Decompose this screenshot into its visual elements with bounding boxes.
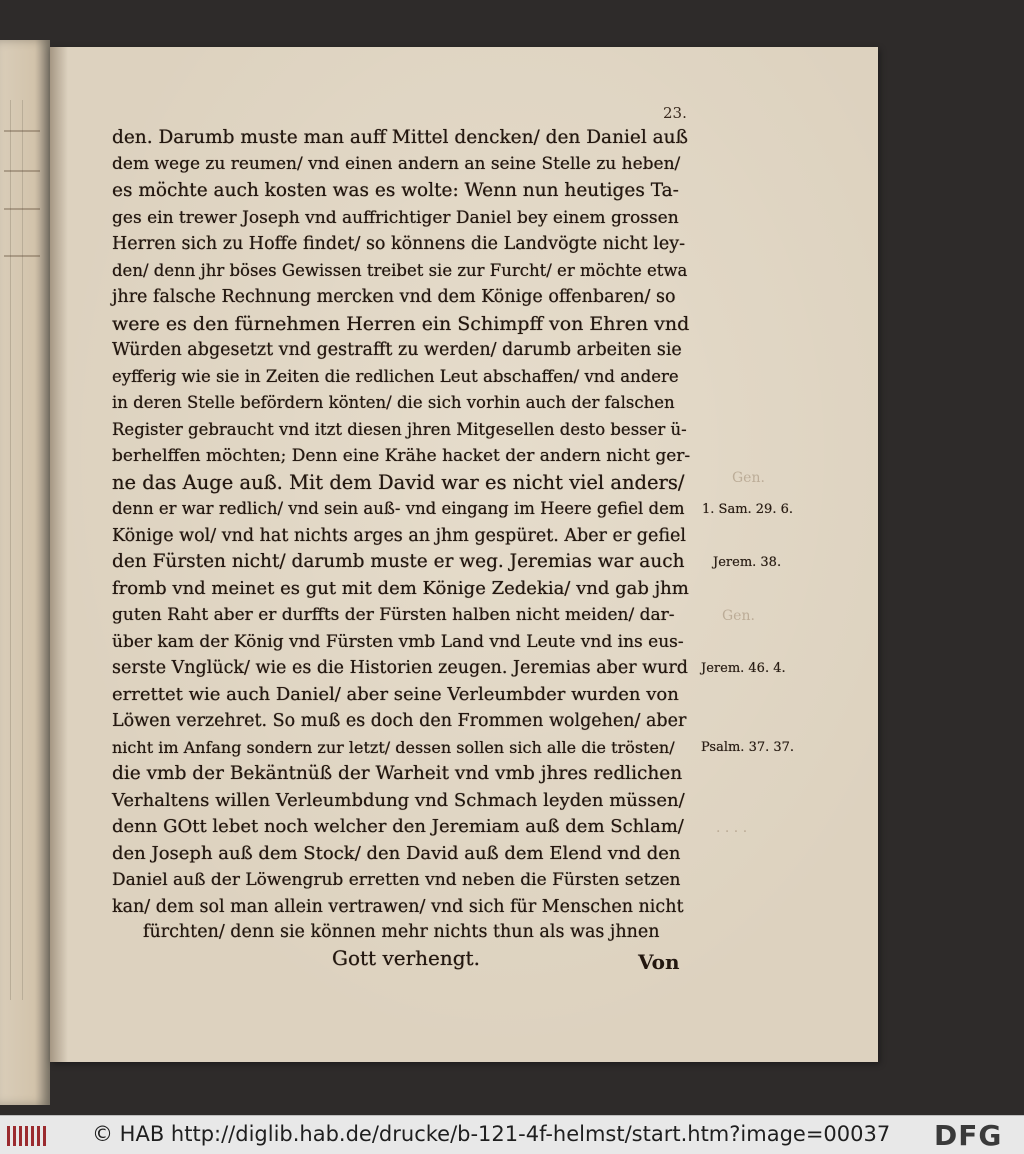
text-line: kan/ dem sol man allein vertrawen/ vnd sich für Menschen nicht bbox=[112, 897, 684, 917]
bleed-through-text: Gen. bbox=[722, 608, 755, 624]
text-line: die vmb der Bekäntnüß der Warheit vnd vmb jhres redlichen bbox=[112, 763, 683, 784]
text-line: den Fürsten nicht/ darumb muste er weg. Jeremias war auch bbox=[112, 551, 685, 572]
text-line: errettet wie auch Daniel/ aber seine Verleumbder wurden von bbox=[112, 684, 679, 705]
text-line: Verhaltens willen Verleumbdung vnd Schmach leyden müssen/ bbox=[112, 790, 685, 811]
text-line: Löwen verzehret. So muß es doch den Frommen wolgehen/ aber bbox=[112, 711, 687, 731]
text-line: were es den fürnehmen Herren ein Schimpff von Ehren vnd bbox=[112, 313, 690, 335]
text-line: Würden abgesetzt vnd gestrafft zu werden/ darumb arbeiten sie bbox=[112, 340, 682, 360]
text-line: fromb vnd meinet es gut mit dem Könige Zedekia/ vnd gab jhm bbox=[112, 578, 689, 599]
text-line: den Joseph auß dem Stock/ den David auß dem Elend vnd den bbox=[112, 843, 681, 864]
bleed-mark bbox=[4, 170, 40, 172]
text-line: Könige wol/ vnd hat nichts arges an jhm gespüret. Aber er gefiel bbox=[112, 526, 686, 546]
text-line: den/ denn jhr böses Gewissen treibet sie zur Furcht/ er möchte etwa bbox=[112, 261, 688, 280]
text-line: nicht im Anfang sondern zur letzt/ dessen sollen sich alle die trösten/ bbox=[112, 738, 675, 757]
text-line: eyfferig wie sie in Zeiten die redlichen Leut abschaffen/ vnd andere bbox=[112, 367, 679, 386]
bleed-through-text: · · · · bbox=[716, 824, 748, 840]
text-line: fürchten/ denn sie können mehr nichts thun als was jhnen bbox=[143, 922, 660, 942]
copyright-link[interactable]: © HAB http://diglib.hab.de/drucke/b-121-4f-helmst/start.htm?image=00037 bbox=[92, 1122, 891, 1146]
text-line: es möchte auch kosten was es wolte: Wenn nun heutiges Ta- bbox=[112, 180, 679, 201]
marginal-note: Jerem. 46. 4. bbox=[701, 661, 786, 676]
bleed-mark bbox=[4, 208, 40, 210]
text-line: dem wege zu reumen/ vnd einen andern an seine Stelle zu heben/ bbox=[112, 154, 681, 174]
bleed-mark bbox=[4, 255, 40, 257]
text-line: Register gebraucht vnd itzt diesen jhren Mitgesellen desto besser ü- bbox=[112, 420, 687, 439]
dfg-logo[interactable]: DFG bbox=[934, 1119, 1003, 1152]
text-line: Daniel auß der Löwengrub erretten vnd neben die Fürsten setzen bbox=[112, 870, 681, 890]
marginal-note: Psalm. 37. 37. bbox=[701, 740, 795, 755]
hab-logo-icon[interactable] bbox=[5, 1122, 49, 1148]
bleed-through-text: Gen. bbox=[732, 470, 765, 486]
facing-page-edge bbox=[0, 40, 50, 1105]
text-line: denn GOtt lebet noch welcher den Jeremiam auß dem Schlam/ bbox=[112, 816, 684, 837]
text-line: über kam der König vnd Fürsten vmb Land vnd Leute vnd ins eus- bbox=[112, 632, 684, 652]
page-edge-line bbox=[22, 100, 23, 1000]
catchword: Von bbox=[638, 950, 680, 974]
text-line: Herren sich zu Hoffe findet/ so könnens die Landvögte nicht ley- bbox=[112, 234, 685, 254]
bleed-mark bbox=[4, 130, 40, 132]
marginal-note: Jerem. 38. bbox=[713, 555, 782, 570]
text-line: ges ein trewer Joseph vnd auffrichtiger Daniel bey einem grossen bbox=[112, 208, 679, 228]
viewer-footer bbox=[0, 1115, 1024, 1154]
page-gutter-shadow bbox=[50, 47, 68, 1062]
marginal-note: 1. Sam. 29. 6. bbox=[702, 502, 793, 517]
text-line: denn er war redlich/ vnd sein auß- vnd eingang im Heere gefiel dem bbox=[112, 499, 685, 518]
text-line: den. Darumb muste man auff Mittel dencken/ den Daniel auß bbox=[112, 127, 688, 148]
text-line: ne das Auge auß. Mit dem David war es nicht viel anders/ bbox=[112, 471, 685, 494]
page-edge-line bbox=[10, 100, 11, 1000]
page-number: 23. bbox=[663, 104, 687, 122]
text-line: Gott verhengt. bbox=[332, 946, 480, 970]
text-line: serste Vnglück/ wie es die Historien zeugen. Jeremias aber wurd bbox=[112, 658, 688, 678]
text-line: berhelffen möchten; Denn eine Krähe hacket der andern nicht ger- bbox=[112, 446, 691, 466]
text-line: in deren Stelle befördern könten/ die sich vorhin auch der falschen bbox=[112, 393, 675, 412]
text-line: jhre falsche Rechnung mercken vnd dem Könige offenbaren/ so bbox=[112, 287, 676, 307]
text-line: guten Raht aber er durffts der Fürsten halben nicht meiden/ dar- bbox=[112, 605, 675, 625]
